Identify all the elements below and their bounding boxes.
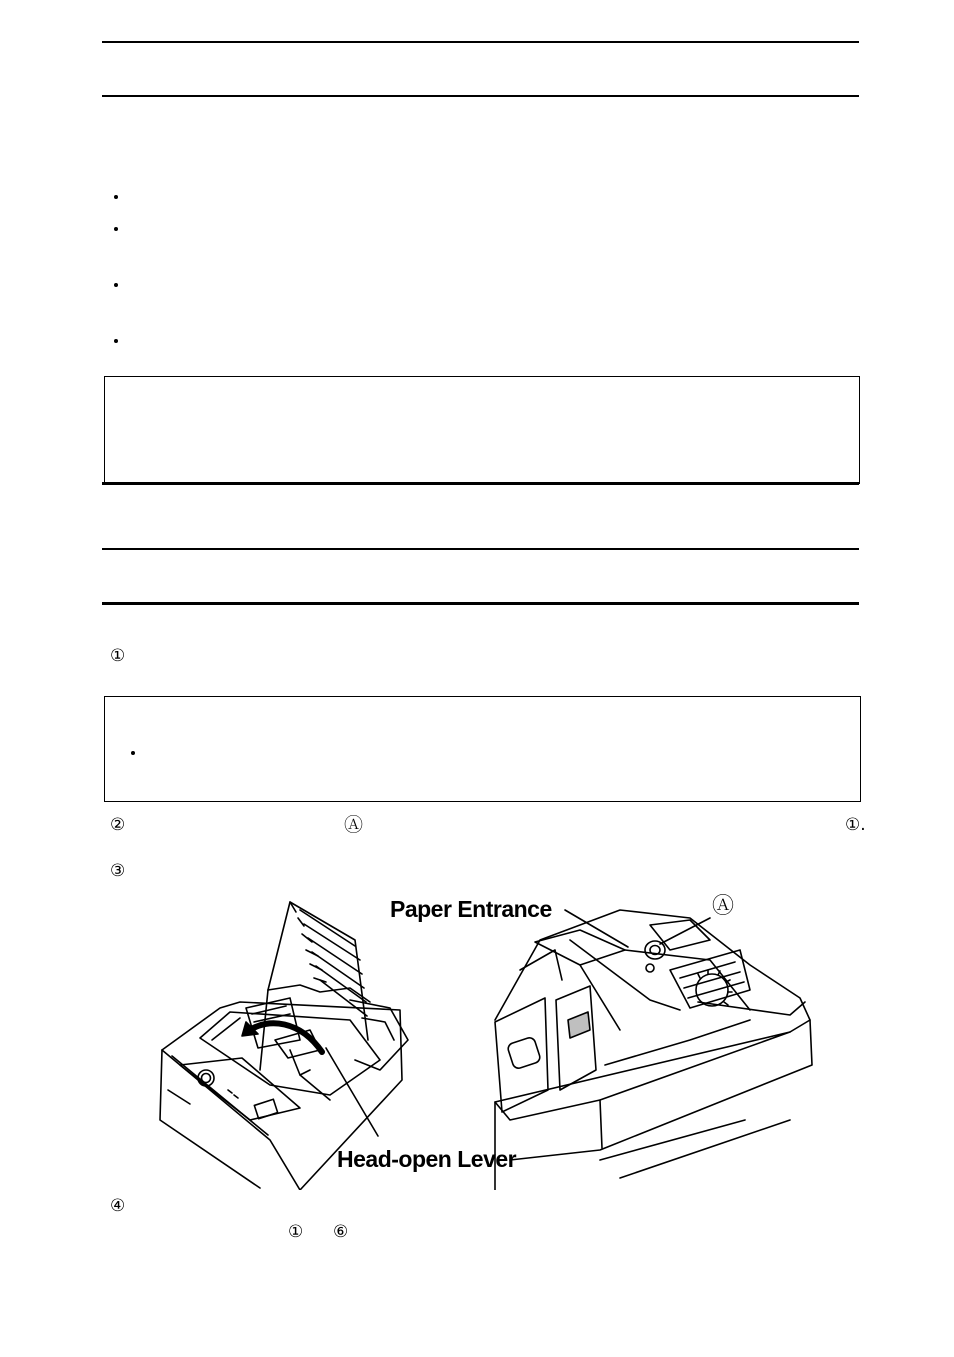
step-4-marker: ④ bbox=[110, 1196, 126, 1216]
rule-section-2 bbox=[102, 548, 859, 550]
step-6-reference: ⑥ bbox=[333, 1222, 349, 1242]
rule-section-3 bbox=[102, 602, 859, 605]
step-2-marker: ② bbox=[110, 815, 126, 835]
list-bullet bbox=[114, 195, 118, 199]
step-1-reference: ① bbox=[288, 1222, 304, 1242]
paper-entrance-label: Paper Entrance bbox=[390, 896, 552, 922]
rule-top-2 bbox=[102, 95, 859, 97]
rule-section-1 bbox=[102, 482, 859, 485]
head-open-lever-label: Head-open Lever bbox=[337, 1146, 517, 1172]
step-3-marker: ③ bbox=[110, 861, 126, 881]
step-1-reference: ①. bbox=[845, 815, 866, 835]
rule-top-1 bbox=[102, 41, 859, 43]
part-a-label: Ⓐ bbox=[712, 894, 735, 919]
printer-paper-loading-illustration bbox=[150, 890, 850, 1190]
list-bullet bbox=[114, 227, 118, 231]
part-a-reference: Ⓐ bbox=[344, 814, 364, 836]
caution-box bbox=[104, 696, 861, 802]
right-printer-drawing bbox=[495, 910, 812, 1190]
caution-bullet bbox=[131, 751, 135, 755]
step-1-marker: ① bbox=[110, 646, 126, 666]
list-bullet bbox=[114, 283, 118, 287]
notice-box bbox=[104, 376, 860, 484]
list-bullet bbox=[114, 339, 118, 343]
